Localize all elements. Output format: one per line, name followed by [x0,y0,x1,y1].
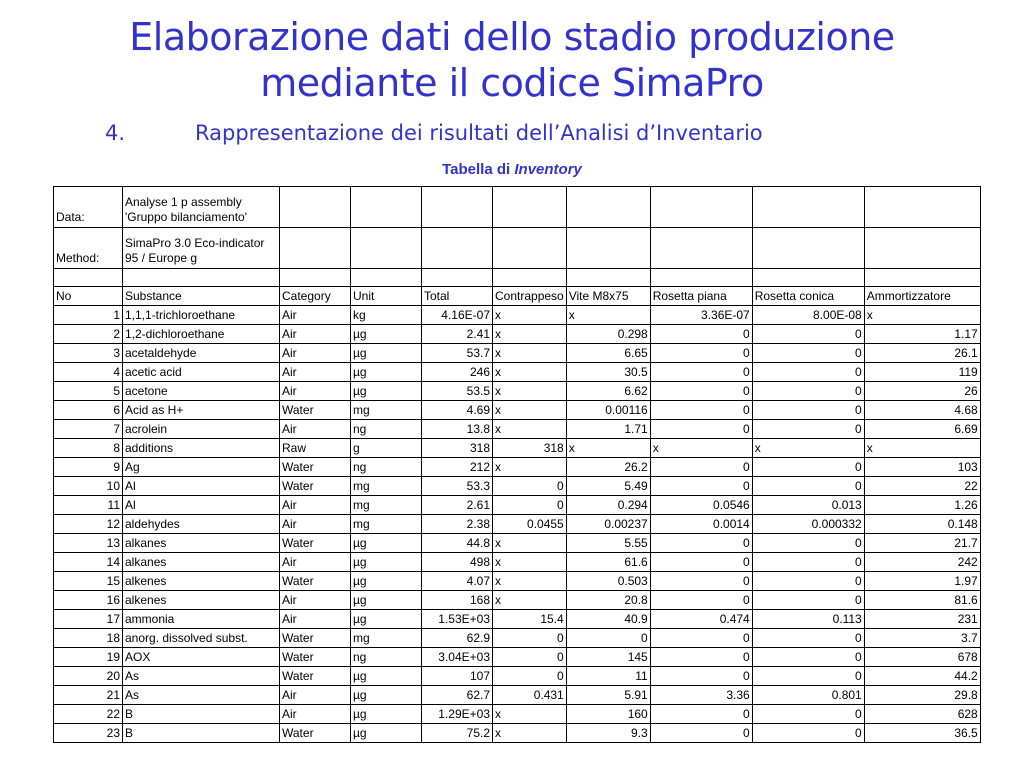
table-cell: 5.55 [566,534,650,553]
table-cell: 40.9 [566,610,650,629]
table-cell: Air [280,363,351,382]
header-cell: Contrappeso [493,287,567,306]
table-cell: x [493,458,567,477]
table-cell: µg [351,325,422,344]
table-cell: 6.65 [566,344,650,363]
table-cell: 1 [54,306,123,325]
table-cell: 0.000332 [752,515,864,534]
table-cell: 0 [650,591,752,610]
table-cell: g [351,439,422,458]
table-cell: 0 [752,553,864,572]
title-line-1: Elaborazione dati dello stadio produzione [129,15,895,59]
method-label: Method: [54,228,123,269]
table-cell: Water [280,629,351,648]
table-cell: 4.69 [422,401,493,420]
table-cell: 160 [566,705,650,724]
table-cell: 0 [752,344,864,363]
table-cell: 0 [493,648,567,667]
inventory-table [53,186,981,743]
header-cell: No [54,287,123,306]
table-cell: Air [280,496,351,515]
table-cell: 53.7 [422,344,493,363]
table-cell: 44.8 [422,534,493,553]
table-cell: Water [280,401,351,420]
table-cell: 5.91 [566,686,650,705]
table-cell: 0 [752,458,864,477]
table-cell: Air [280,686,351,705]
table-cell: anorg. dissolved subst. [123,629,280,648]
table-cell: Air [280,420,351,439]
table-cell: 0 [493,629,567,648]
table-cell: 0 [566,629,650,648]
table-cell: 1.53E+03 [422,610,493,629]
table-row [54,344,981,363]
table-row [54,496,981,515]
table-cell: As [123,667,280,686]
table-row [54,686,981,705]
table-cell: acetic acid [123,363,280,382]
table-cell: 0.148 [864,515,980,534]
table-cell: 15 [54,572,123,591]
table-cell: 61.6 [566,553,650,572]
table-cell: 22 [864,477,980,496]
table-cell: x [864,306,980,325]
table-cell: 0.0014 [650,515,752,534]
table-cell: ng [351,648,422,667]
table-cell: 23 [54,724,123,743]
table-cell: 9.3 [566,724,650,743]
table-cell: Water [280,534,351,553]
caption-italic: Inventory [514,161,582,178]
table-row [54,534,981,553]
table-cell: 2.41 [422,325,493,344]
table-cell: x [493,363,567,382]
table-cell: x [493,344,567,363]
table-row [54,458,981,477]
table-cell: 498 [422,553,493,572]
table-cell: x [493,591,567,610]
table-cell: 26.2 [566,458,650,477]
table-cell: 3.04E+03 [422,648,493,667]
table-cell: 9 [54,458,123,477]
table-cell: 3.36 [650,686,752,705]
table-cell: 103 [864,458,980,477]
table-cell: mg [351,401,422,420]
table-cell: B [123,724,280,743]
table-cell: 1.17 [864,325,980,344]
table-cell: x [566,306,650,325]
table-cell: µg [351,344,422,363]
table-cell: 0 [493,496,567,515]
header-cell: Rosetta piana [650,287,752,306]
table-cell: 75.2 [422,724,493,743]
table-cell: 678 [864,648,980,667]
table-cell: mg [351,629,422,648]
table-cell: 3.7 [864,629,980,648]
table-cell: 3 [54,344,123,363]
caption-prefix: Tabella di [442,161,511,178]
table-cell: Air [280,382,351,401]
table-cell: 1,2-dichloroethane [123,325,280,344]
table-cell: Water [280,724,351,743]
table-cell: 10 [54,477,123,496]
table-cell: Air [280,306,351,325]
meta-row-data [54,187,981,228]
table-cell: µg [351,553,422,572]
table-cell: 30.5 [566,363,650,382]
table-cell: 0.298 [566,325,650,344]
table-cell: 5 [54,382,123,401]
table-cell: Water [280,648,351,667]
table-row [54,648,981,667]
table-cell: 1.26 [864,496,980,515]
table-cell: 119 [864,363,980,382]
table-cell: x [493,382,567,401]
slide-title [0,14,1024,106]
table-cell: 1.71 [566,420,650,439]
table-cell: Water [280,477,351,496]
header-cell: Rosetta conica [752,287,864,306]
table-cell: µg [351,534,422,553]
table-cell: 0 [752,382,864,401]
table-cell: 0 [752,420,864,439]
meta-row-method [54,228,981,269]
table-cell: 0 [650,420,752,439]
table-caption [0,161,1024,178]
table-cell: 0.801 [752,686,864,705]
table-cell: 0 [650,667,752,686]
table-cell: Air [280,344,351,363]
table-cell: 0 [650,534,752,553]
subtitle-text: Rappresentazione dei risultati dell’Analisi d’Inventario [195,121,763,145]
table-row [54,724,981,743]
table-cell: alkanes [123,534,280,553]
table-cell: 0.0546 [650,496,752,515]
table-cell: 0 [650,629,752,648]
table-row [54,439,981,458]
table-cell: 8 [54,439,123,458]
table-row [54,667,981,686]
table-cell: µg [351,610,422,629]
table-cell: 4.07 [422,572,493,591]
table-cell: 2.61 [422,496,493,515]
table-cell: Ag [123,458,280,477]
table-cell: aldehydes [123,515,280,534]
table-cell: ng [351,420,422,439]
table-cell: Air [280,553,351,572]
table-row [54,325,981,344]
table-cell: 242 [864,553,980,572]
table-cell: x [493,572,567,591]
data-label: Data: [54,187,123,228]
table-cell: 0 [493,477,567,496]
table-cell: 26.1 [864,344,980,363]
table-cell: µg [351,686,422,705]
table-cell: 318 [493,439,567,458]
table-row [54,629,981,648]
table-cell: 1.97 [864,572,980,591]
table-cell: 16 [54,591,123,610]
table-row [54,306,981,325]
table-cell: Air [280,705,351,724]
table-cell: mg [351,496,422,515]
table-cell: 0.294 [566,496,650,515]
table-cell: 62.9 [422,629,493,648]
table-cell: 0 [650,705,752,724]
table-cell: 81.6 [864,591,980,610]
table-cell: 0.503 [566,572,650,591]
table-cell: Air [280,591,351,610]
table-cell: 1.29E+03 [422,705,493,724]
table-cell: 0.113 [752,610,864,629]
table-cell: 0 [493,667,567,686]
table-cell: 0 [650,401,752,420]
table-cell: 0 [752,648,864,667]
table-cell: kg [351,306,422,325]
header-cell: Total [422,287,493,306]
table-cell: 0 [650,344,752,363]
table-row [54,515,981,534]
table-cell: 4.68 [864,401,980,420]
table-cell: 53.5 [422,382,493,401]
table-cell: x [493,401,567,420]
table-cell: 14 [54,553,123,572]
table-cell: 628 [864,705,980,724]
table-cell: 6 [54,401,123,420]
table-cell: 0 [752,572,864,591]
table-cell: mg [351,515,422,534]
table-cell: x [493,724,567,743]
table-row [54,610,981,629]
table-cell: 145 [566,648,650,667]
table-cell: 0 [650,382,752,401]
table-cell: 6.62 [566,382,650,401]
table-row [54,363,981,382]
table-cell: 8.00E-08 [752,306,864,325]
table-cell: 0 [650,477,752,496]
table-cell: 0.0455 [493,515,567,534]
table-cell: x [493,306,567,325]
table-cell: As [123,686,280,705]
table-cell: 0 [650,648,752,667]
table-cell: B [123,705,280,724]
table-cell: 0 [752,363,864,382]
header-cell: Ammortizzatore [864,287,980,306]
table-cell: acetone [123,382,280,401]
table-cell: ammonia [123,610,280,629]
table-cell: additions [123,439,280,458]
table-row [54,420,981,439]
table-cell: Al [123,477,280,496]
table-cell: 0 [752,705,864,724]
header-cell: Unit [351,287,422,306]
table-cell: 13 [54,534,123,553]
table-cell: 0 [752,401,864,420]
table-cell: x [493,420,567,439]
table-cell: 17 [54,610,123,629]
table-cell: 0 [650,553,752,572]
table-header-row [54,287,981,306]
table-cell: 3.36E-07 [650,306,752,325]
table-row [54,591,981,610]
table-cell: x [493,534,567,553]
table-cell: x [493,705,567,724]
table-cell: 107 [422,667,493,686]
table-cell: 13.8 [422,420,493,439]
header-cell: Category [280,287,351,306]
header-cell: Vite M8x75 [566,287,650,306]
table-cell: 11 [566,667,650,686]
table-cell: alkanes [123,553,280,572]
table-cell: Water [280,667,351,686]
table-cell: 19 [54,648,123,667]
table-row [54,477,981,496]
table-cell: µg [351,382,422,401]
table-cell: 20.8 [566,591,650,610]
table-cell: 0 [650,363,752,382]
table-cell: 0 [650,458,752,477]
table-row [54,705,981,724]
table-cell: 0.00237 [566,515,650,534]
table-cell: 2.38 [422,515,493,534]
table-cell: 0.013 [752,496,864,515]
table-cell: 0.474 [650,610,752,629]
table-cell: Air [280,325,351,344]
table-cell: 0.00116 [566,401,650,420]
table-cell: 5.49 [566,477,650,496]
title-line-2: mediante il codice SimaPro [260,61,764,105]
table-cell: x [752,439,864,458]
table-cell: 0.431 [493,686,567,705]
table-cell: 0 [752,325,864,344]
table-cell: 2 [54,325,123,344]
table-cell: 0 [650,724,752,743]
table-cell: 4 [54,363,123,382]
table-cell: 22 [54,705,123,724]
method-value: SimaPro 3.0 Eco-indicator 95 / Europe g [123,228,280,269]
table-cell: 231 [864,610,980,629]
table-cell: 318 [422,439,493,458]
table-cell: Raw [280,439,351,458]
table-cell: µg [351,724,422,743]
table-cell: x [493,553,567,572]
subtitle-number: 4. [105,121,126,145]
table-cell: 0 [752,724,864,743]
table-cell: AOX [123,648,280,667]
table-cell: 168 [422,591,493,610]
table-row [54,553,981,572]
table-cell: 29.8 [864,686,980,705]
table-cell: 1,1,1-trichloroethane [123,306,280,325]
table-cell: Water [280,458,351,477]
table-cell: mg [351,477,422,496]
table-cell: 15.4 [493,610,567,629]
table-cell: 12 [54,515,123,534]
table-cell: 7 [54,420,123,439]
table-cell: 26 [864,382,980,401]
table-row [54,382,981,401]
table-cell: 36.5 [864,724,980,743]
table-cell: Acid as H+ [123,401,280,420]
table-cell: 21.7 [864,534,980,553]
table-cell: Air [280,610,351,629]
table-cell: 44.2 [864,667,980,686]
table-row [54,572,981,591]
table-cell: µg [351,591,422,610]
table-row [54,401,981,420]
table-cell: acetaldehyde [123,344,280,363]
table-cell: x [493,325,567,344]
data-value: Analyse 1 p assembly 'Gruppo bilanciamento' [123,187,280,228]
table-cell: 62.7 [422,686,493,705]
table-cell: x [566,439,650,458]
table-cell: 6.69 [864,420,980,439]
table-cell: alkenes [123,591,280,610]
table-cell: 246 [422,363,493,382]
table-cell: 0 [752,629,864,648]
table-cell: 0 [752,591,864,610]
header-cell: Substance [123,287,280,306]
table-cell: 0 [752,667,864,686]
table-cell: µg [351,572,422,591]
table-cell: 212 [422,458,493,477]
slide-subtitle [105,120,763,146]
table-cell: 0 [752,534,864,553]
table-cell: 4.16E-07 [422,306,493,325]
table-cell: 21 [54,686,123,705]
table-cell: x [650,439,752,458]
spacer-row [54,269,981,287]
table-cell: acrolein [123,420,280,439]
table-cell: µg [351,363,422,382]
table-cell: Al [123,496,280,515]
table-cell: x [864,439,980,458]
table-cell: 0 [650,325,752,344]
table-cell: µg [351,667,422,686]
table-cell: 20 [54,667,123,686]
table-cell: Water [280,572,351,591]
table-cell: 0 [752,477,864,496]
table-cell: Air [280,515,351,534]
table-cell: 18 [54,629,123,648]
table-cell: 0 [650,572,752,591]
table-cell: ng [351,458,422,477]
table-cell: alkenes [123,572,280,591]
table-cell: 53.3 [422,477,493,496]
table-cell: 11 [54,496,123,515]
table-cell: µg [351,705,422,724]
